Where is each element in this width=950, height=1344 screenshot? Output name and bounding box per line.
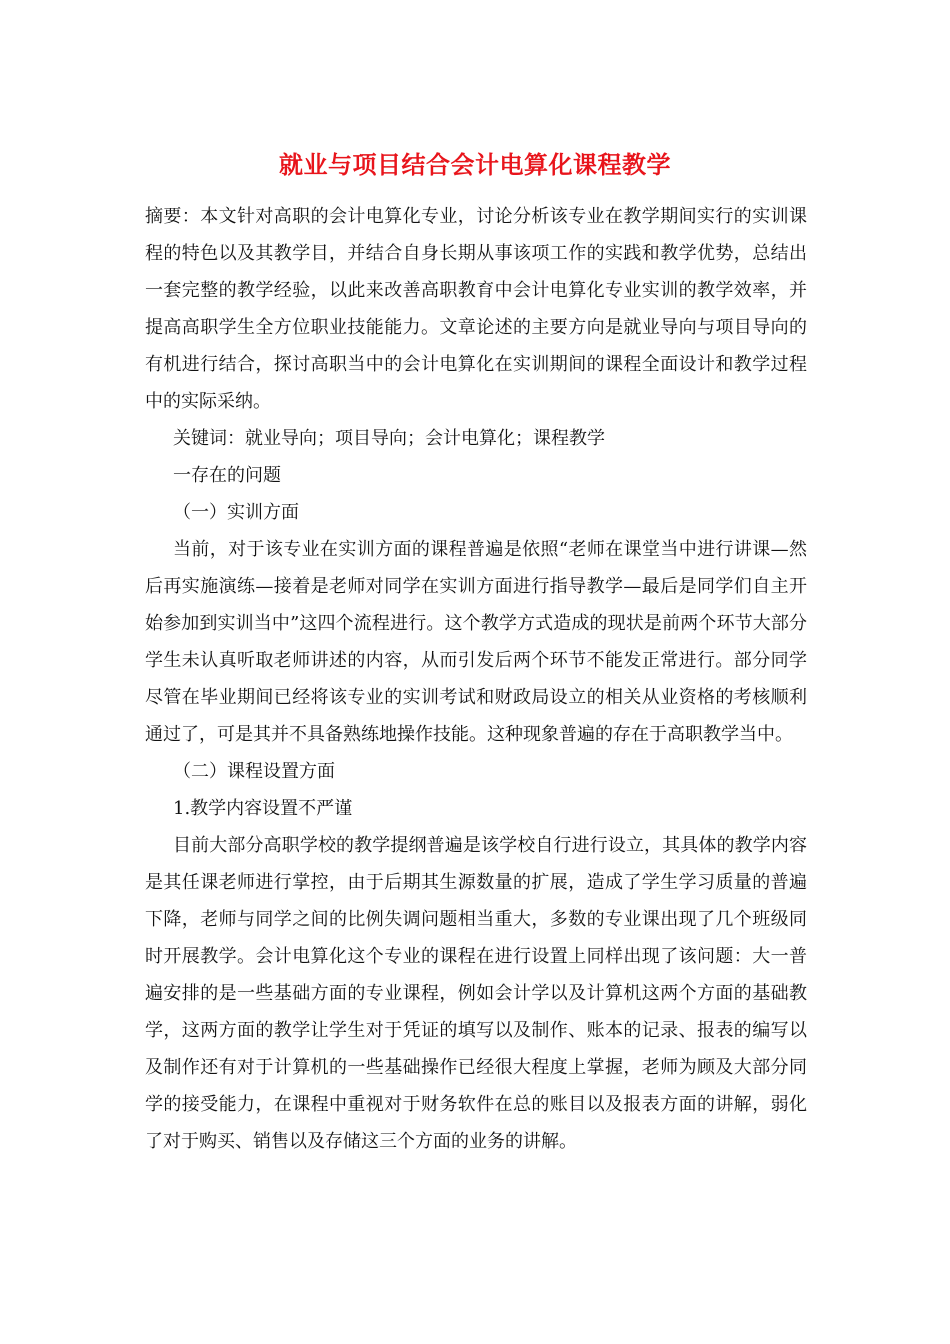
document-title: 就业与项目结合会计电算化课程教学 — [279, 150, 671, 179]
item-heading-content: 1.教学内容设置不严谨 — [173, 798, 353, 819]
abstract-paragraph: 摘要：本文针对高职的会计电算化专业，讨论分析该专业在教学期间实行的实训课程的特色以及其教学目，并结合自身长期从事该项工作的实践和教学优势，总结出一套完整的教学经验，以此来改善高职教育中会计电算化专业实训的教学效率，并提高高职学生全方位职业技能能力。文章论述的主要方向是就业导向与项目导向的有机进行结合，探讨高职当中的会计电算化在实训期间的课程全面设计和教学过程中的实际采纳。 — [145, 206, 807, 412]
curriculum-paragraph: 目前大部分高职学校的教学提纲普遍是该学校自行进行设立，其具体的教学内容是其任课老师进行掌控，由于后期其生源数量的扩展，造成了学生学习质量的普遍下降，老师与同学之间的比例失调问题相当重大，多数的专业课出现了几个班级同时开展教学。会计电算化这个专业的课程在进行设置上同样出现了该问题：大一普遍安排的是一些基础方面的专业课程，例如会计学以及计算机这两个方面的基础教学，这两方面的教学让学生对于凭证的填写以及制作、账本的记录、报表的编写以及制作还有对于计算机的一些基础操作已经很大程度上掌握，老师为顾及大部分同学的接受能力，在课程中重视对于财务软件在总的账目以及报表方面的讲解，弱化了对于购买、销售以及存储这三个方面的业务的讲解。 — [145, 835, 807, 1152]
training-paragraph: 当前，对于该专业在实训方面的课程普遍是依照“老师在课堂当中进行讲课—然后再实施演练—接着是老师对同学在实训方面进行指导教学—最后是同学们自主开始参加到实训当中”这四个流程进行。这个教学方式造成的现状是前两个环节大部分学生未认真听取老师讲述的内容，从而引发后两个环节不能发正常进行。部分同学尽管在毕业期间已经将该专业的实训考试和财政局设立的相关从业资格的考核顺利通过了，可是其并不具备熟练地操作技能。这种现象普遍的存在于高职教学当中。 — [145, 539, 807, 745]
keywords-line: 关键词：就业导向；项目导向；会计电算化；课程教学 — [173, 428, 605, 449]
section-heading-problems: 一存在的问题 — [173, 465, 281, 486]
document-body — [145, 198, 807, 1160]
subsection-heading-training: （一）实训方面 — [173, 502, 299, 523]
subsection-heading-curriculum: （二）课程设置方面 — [173, 761, 335, 782]
